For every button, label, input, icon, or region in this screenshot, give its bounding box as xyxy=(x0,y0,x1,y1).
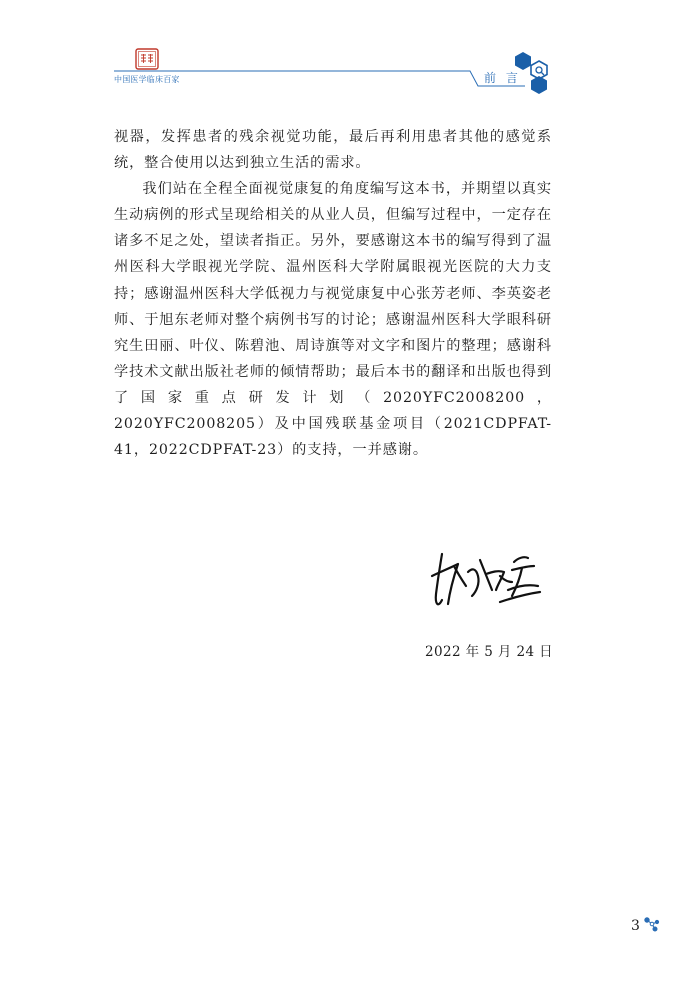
header-rule xyxy=(0,0,700,110)
preface-date: 2022 年 5 月 24 日 xyxy=(425,644,554,660)
molecule-icon xyxy=(642,914,662,934)
seal-logo-icon xyxy=(135,48,159,70)
preface-body xyxy=(114,124,552,463)
section-title: 前 言 xyxy=(484,71,521,85)
hexagon-cluster-icon xyxy=(510,48,558,96)
handwritten-signature xyxy=(428,546,546,626)
paragraph-acknowledgements: 我们站在全程全面视觉康复的角度编写这本书，并期望以真实生动病例的形式呈现给相关的从业人员，但编写过程中，一定存在诸多不足之处，望读者指正。另外，要感谢这本书的编写得到了温州医科大学眼视光学院、温州医科大学附属眼视光医院的大力支持；感谢温州医科大学低视力与视觉康复中心张芳老师、李英姿老师、于旭东老师对整个病例书写的讨论；感谢温州医科大学眼科研究生田丽、叶仪、陈碧池、周诗旗等对文字和图片的整理；感谢科学技术文献出版社老师的倾情帮助；最后本书的翻译和出版也得到了国家重点研发计划（2020YFC2008200，2020YFC2008205）及中国残联基金项目（2021CDPFAT-41，2022CDPFAT-23）的支持，一并感谢。 xyxy=(114,181,552,459)
series-title: 中国医学临床百家 xyxy=(114,75,180,84)
paragraph-continuation: 视器，发挥患者的残余视觉功能，最后再利用患者其他的感觉系统，整合使用以达到独立生活的需求。 xyxy=(114,129,552,172)
page-number: 3 xyxy=(631,918,640,934)
